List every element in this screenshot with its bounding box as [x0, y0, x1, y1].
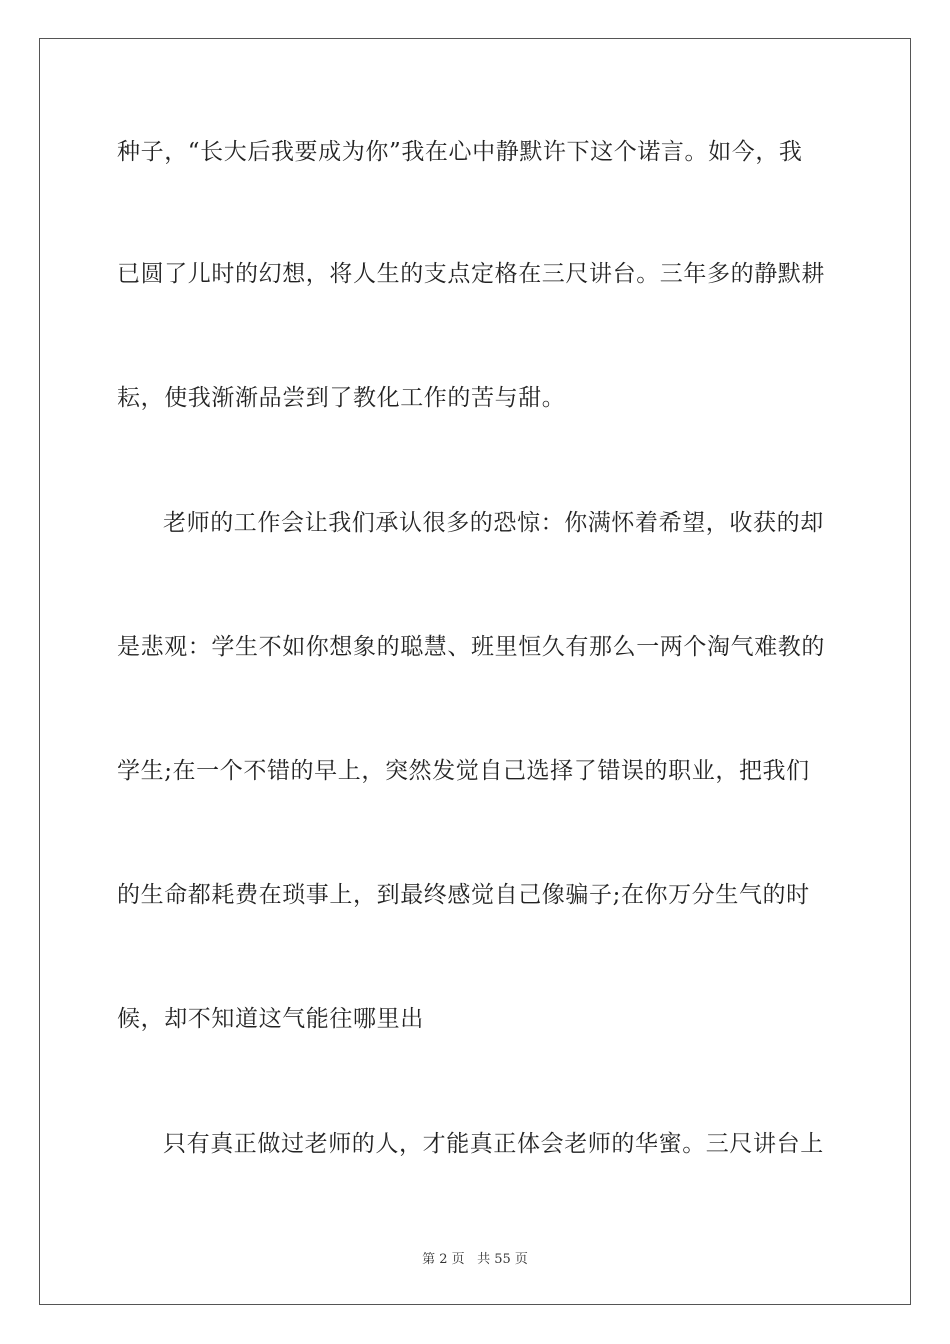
- text-line-2: 已圆了儿时的幻想，将人生的支点定格在三尺讲台。三年多的静默耕: [117, 261, 825, 287]
- text-line-8: 候，却不知道这气能往哪里出: [117, 1006, 424, 1032]
- paragraph-start-line-9: 只有真正做过老师的人，才能真正体会老师的华蜜。三尺讲台上: [163, 1131, 824, 1157]
- page-number: 第 2 页: [422, 1252, 465, 1267]
- text-line-5: 是悲观：学生不如你想象的聪慧、班里恒久有那么一两个淘气难教的: [117, 634, 825, 660]
- text-line-7: 的生命都耗费在琐事上，到最终感觉自己像骗子;在你万分生气的时: [117, 882, 810, 908]
- text-line-6: 学生;在一个不错的早上，突然发觉自己选择了错误的职业，把我们: [117, 758, 810, 784]
- page-border: [39, 38, 911, 1305]
- page-footer: [0, 1248, 950, 1267]
- text-line-3: 耘，使我渐渐品尝到了教化工作的苦与甜。: [117, 385, 566, 411]
- paragraph-start-line-4: 老师的工作会让我们承认很多的恐惊：你满怀着希望，收获的却: [163, 510, 824, 536]
- text-line-1: 种子，“长大后我要成为你”我在心中静默许下这个诺言。如今，我: [117, 139, 803, 165]
- total-pages: 共 55 页: [477, 1252, 528, 1267]
